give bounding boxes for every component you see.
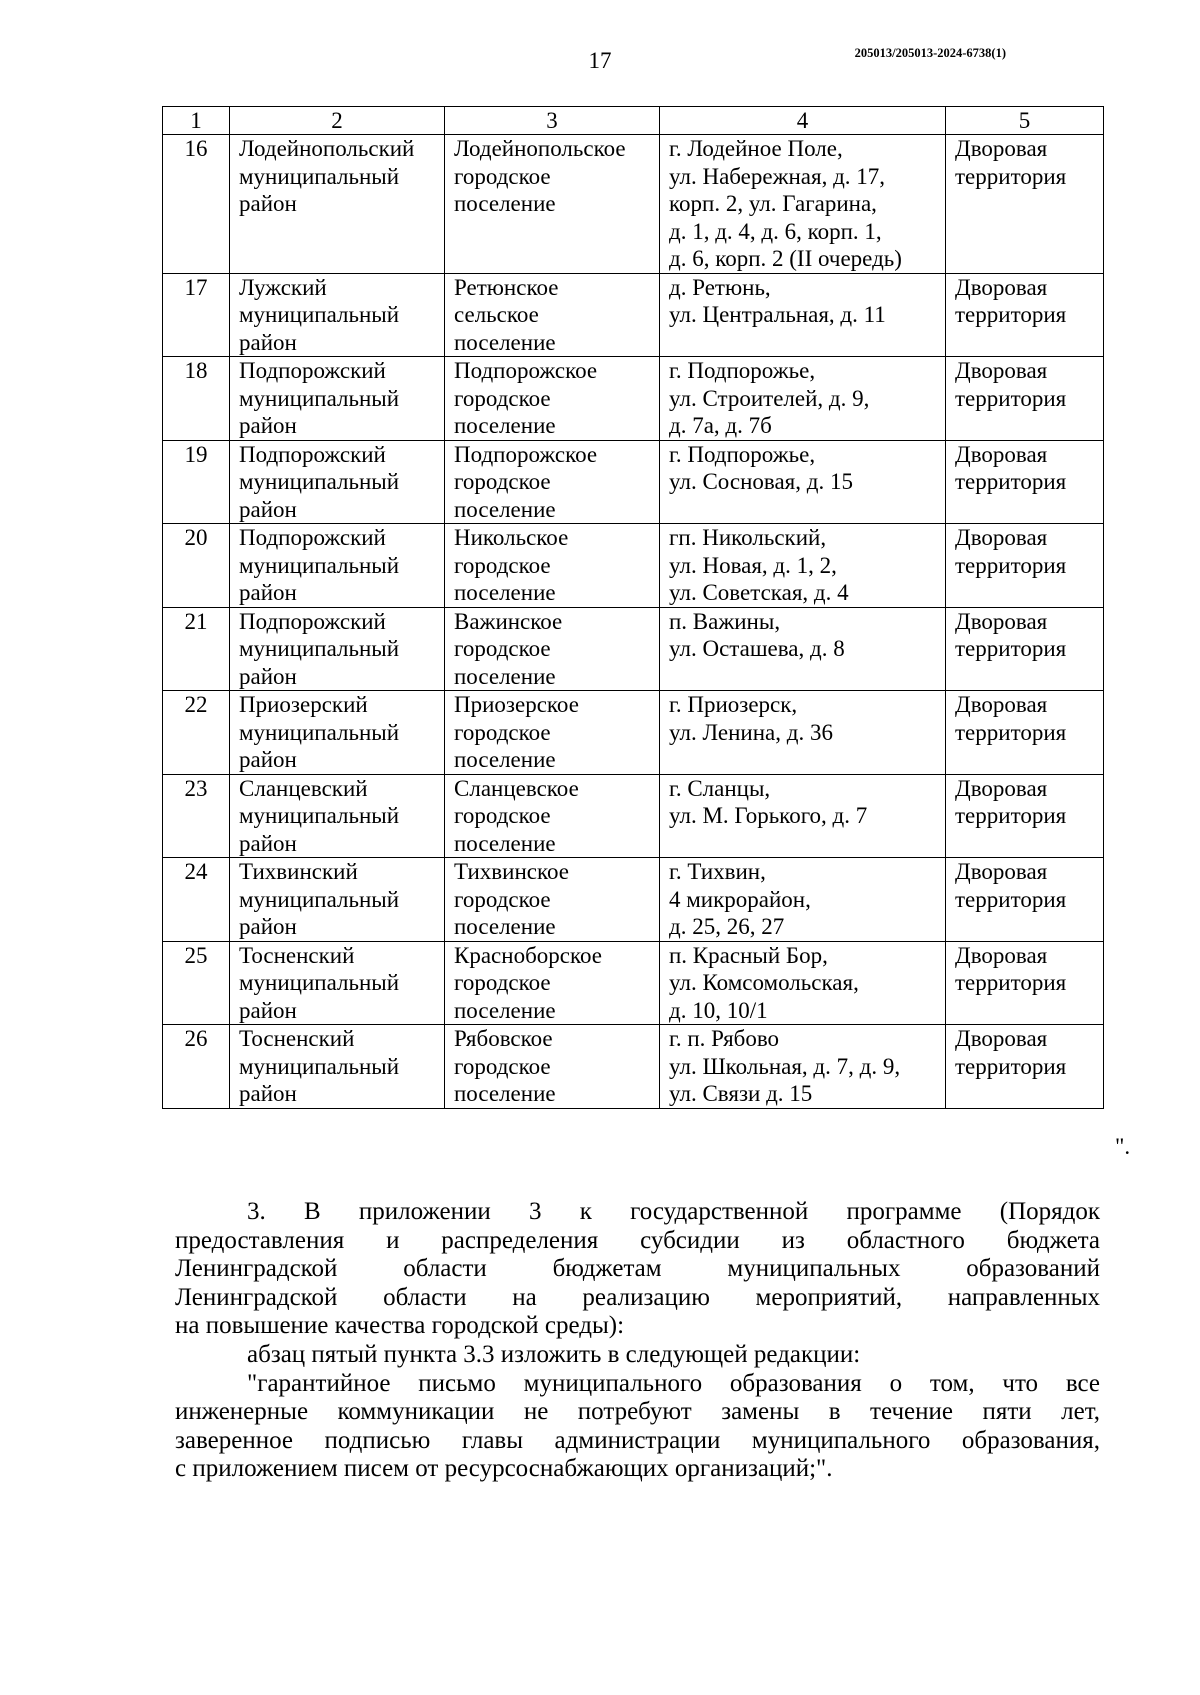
- cell-line: район: [239, 747, 297, 772]
- cell-address: [660, 774, 946, 858]
- cell-type: [946, 357, 1104, 441]
- cell-line: Лодейнопольское: [454, 136, 626, 161]
- cell-line: Красноборское: [454, 942, 602, 968]
- cell-line: д. 10, 10/1: [669, 997, 768, 1023]
- cell-line: п. Важины,: [669, 608, 781, 634]
- cell-line: п. Красный Бор,: [669, 942, 828, 968]
- cell-line: д. 7а, д. 7б: [669, 413, 772, 438]
- cell-type: [946, 607, 1104, 691]
- cell-line: муниципальный: [239, 636, 400, 661]
- cell-line: Подпорожский: [239, 608, 386, 634]
- cell-line: городское: [454, 469, 551, 494]
- cell-line: Дворовая: [955, 859, 1048, 884]
- cell-type: [946, 858, 1104, 942]
- amendment-text: [175, 1198, 1100, 1484]
- cell-line: поселение: [454, 997, 556, 1023]
- text-line: Ленинградской области на реализацию мероприятий, направленных: [175, 1283, 1100, 1311]
- cell-line: район: [239, 413, 297, 438]
- cell-line: городское: [454, 970, 551, 995]
- cell-line: д. Ретюнь,: [669, 274, 771, 300]
- cell-line: 4 микрорайон,: [669, 886, 811, 912]
- cell-settlement: [445, 440, 660, 524]
- cell-line: сельское: [454, 302, 539, 327]
- column-header-1: 1: [163, 107, 230, 135]
- cell-line: г. Тихвин,: [669, 859, 766, 884]
- row-number: 18: [163, 357, 230, 441]
- cell-line: ул. Комсомольская,: [669, 970, 859, 995]
- cell-settlement: [445, 774, 660, 858]
- cell-type: [946, 524, 1104, 608]
- cell-line: поселение: [454, 1081, 556, 1106]
- cell-line: территория: [955, 636, 1067, 661]
- cell-line: территория: [955, 302, 1067, 327]
- row-number: 23: [163, 774, 230, 858]
- cell-line: г. Лодейное Поле,: [669, 136, 843, 161]
- table-row: [163, 1025, 1104, 1109]
- cell-line: муниципальный: [239, 385, 400, 411]
- cell-line: Ретюнское: [454, 274, 559, 300]
- cell-line: территория: [955, 552, 1067, 578]
- territory-table-container: [162, 106, 1104, 1109]
- cell-line: ул. Набережная, д. 17,: [669, 163, 886, 189]
- cell-line: гп. Никольский,: [669, 525, 827, 550]
- row-number: 16: [163, 135, 230, 274]
- cell-line: д. 6, корп. 2 (II очередь): [669, 246, 902, 271]
- cell-line: район: [239, 997, 297, 1023]
- cell-line: городское: [454, 385, 551, 411]
- cell-line: Дворовая: [955, 775, 1048, 801]
- cell-line: Рябовское: [454, 1026, 553, 1051]
- row-number: 19: [163, 440, 230, 524]
- cell-line: Дворовая: [955, 608, 1048, 634]
- cell-district: [230, 440, 445, 524]
- cell-type: [946, 135, 1104, 274]
- cell-line: Сланцевское: [454, 775, 579, 801]
- row-number: 20: [163, 524, 230, 608]
- cell-line: территория: [955, 163, 1067, 189]
- paragraph-edit-instruction: абзац пятый пункта 3.3 изложить в следующей редакции:: [247, 1340, 861, 1368]
- cell-line: Важинское: [454, 608, 563, 634]
- cell-district: [230, 691, 445, 775]
- cell-line: ул. Советская, д. 4: [669, 580, 849, 605]
- table-row: [163, 357, 1104, 441]
- cell-line: территория: [955, 803, 1067, 828]
- cell-settlement: [445, 858, 660, 942]
- row-number: 21: [163, 607, 230, 691]
- cell-line: корп. 2, ул. Гагарина,: [669, 191, 877, 216]
- cell-address: [660, 858, 946, 942]
- cell-district: [230, 273, 445, 357]
- cell-line: Приозерский: [239, 692, 368, 717]
- cell-line: район: [239, 663, 297, 689]
- text-line: с приложением писем от ресурсоснабжающих организаций;".: [175, 1455, 833, 1483]
- cell-line: городское: [454, 636, 551, 661]
- cell-line: поселение: [454, 663, 556, 689]
- table-row: [163, 524, 1104, 608]
- cell-line: территория: [955, 385, 1067, 411]
- cell-line: поселение: [454, 747, 556, 772]
- cell-district: [230, 1025, 445, 1109]
- cell-line: муниципальный: [239, 469, 400, 494]
- cell-district: [230, 607, 445, 691]
- cell-address: [660, 135, 946, 274]
- cell-line: ул. Новая, д. 1, 2,: [669, 552, 837, 578]
- row-number: 26: [163, 1025, 230, 1109]
- cell-line: поселение: [454, 329, 556, 355]
- cell-line: Подпорожский: [239, 358, 386, 383]
- cell-line: Сланцевский: [239, 775, 368, 801]
- table-row: [163, 607, 1104, 691]
- cell-line: поселение: [454, 914, 556, 939]
- cell-district: [230, 135, 445, 274]
- text-line: инженерные коммуникации не потребуют замены в течение пяти лет,: [175, 1398, 1100, 1426]
- cell-settlement: [445, 941, 660, 1025]
- text-line: на повышение качества городской среды):: [175, 1312, 625, 1340]
- cell-line: Подпорожский: [239, 441, 386, 467]
- cell-settlement: [445, 273, 660, 357]
- cell-settlement: [445, 691, 660, 775]
- cell-line: поселение: [454, 413, 556, 438]
- cell-line: городское: [454, 163, 551, 189]
- cell-line: ул. Центральная, д. 11: [669, 302, 886, 327]
- document-id: 205013/205013-2024-6738(1): [854, 46, 1006, 60]
- cell-line: муниципальный: [239, 163, 400, 189]
- cell-address: [660, 440, 946, 524]
- table-row: [163, 273, 1104, 357]
- cell-line: район: [239, 191, 297, 216]
- text-line: заверенное подписью главы администрации муниципального образования,: [175, 1426, 1100, 1454]
- cell-line: Лужский: [239, 274, 327, 300]
- cell-settlement: [445, 607, 660, 691]
- territory-table: [162, 106, 1104, 1109]
- cell-line: территория: [955, 886, 1067, 912]
- row-number: 24: [163, 858, 230, 942]
- cell-line: г. Сланцы,: [669, 775, 771, 801]
- cell-line: Подпорожский: [239, 525, 386, 550]
- page-number: 17: [588, 48, 612, 73]
- cell-settlement: [445, 357, 660, 441]
- cell-address: [660, 273, 946, 357]
- cell-line: ул. М. Горького, д. 7: [669, 803, 868, 828]
- cell-address: [660, 524, 946, 608]
- table-row: [163, 774, 1104, 858]
- cell-line: ул. Осташева, д. 8: [669, 636, 845, 661]
- column-header-3: 3: [445, 107, 660, 135]
- cell-line: муниципальный: [239, 719, 400, 745]
- cell-line: ул. Строителей, д. 9,: [669, 385, 870, 411]
- cell-line: г. Подпорожье,: [669, 441, 816, 467]
- cell-line: г. Подпорожье,: [669, 358, 816, 383]
- cell-line: муниципальный: [239, 970, 400, 995]
- cell-line: городское: [454, 886, 551, 912]
- cell-line: ул. Сосновая, д. 15: [669, 469, 853, 494]
- cell-line: Приозерское: [454, 692, 579, 717]
- cell-line: Тосненский: [239, 1026, 355, 1051]
- cell-line: поселение: [454, 191, 556, 216]
- cell-line: муниципальный: [239, 302, 400, 327]
- cell-line: территория: [955, 469, 1067, 494]
- cell-line: г. Приозерск,: [669, 692, 798, 717]
- cell-line: Лодейнопольский: [239, 136, 415, 161]
- cell-line: муниципальный: [239, 803, 400, 828]
- cell-line: территория: [955, 970, 1067, 995]
- cell-line: район: [239, 329, 297, 355]
- cell-line: район: [239, 1081, 297, 1106]
- column-header-2: 2: [230, 107, 445, 135]
- cell-address: [660, 357, 946, 441]
- cell-district: [230, 858, 445, 942]
- table-row: [163, 691, 1104, 775]
- cell-line: городское: [454, 803, 551, 828]
- text-line: "гарантийное письмо муниципального образования о том, что все: [247, 1369, 1100, 1397]
- cell-address: [660, 941, 946, 1025]
- cell-type: [946, 691, 1104, 775]
- cell-type: [946, 440, 1104, 524]
- cell-line: городское: [454, 719, 551, 745]
- cell-line: район: [239, 580, 297, 605]
- cell-line: Подпорожское: [454, 358, 598, 383]
- cell-line: Дворовая: [955, 942, 1048, 968]
- cell-line: поселение: [454, 830, 556, 856]
- cell-line: Дворовая: [955, 692, 1048, 717]
- text-line: Ленинградской области бюджетам муниципальных образований: [175, 1255, 1100, 1283]
- cell-district: [230, 941, 445, 1025]
- cell-line: муниципальный: [239, 552, 400, 578]
- cell-line: г. п. Рябово: [669, 1026, 780, 1051]
- cell-line: муниципальный: [239, 886, 400, 912]
- cell-line: Дворовая: [955, 1026, 1048, 1051]
- cell-line: район: [239, 830, 297, 856]
- cell-line: Тосненский: [239, 942, 355, 968]
- cell-settlement: [445, 524, 660, 608]
- paragraph-quoted-text: [175, 1370, 1100, 1484]
- cell-line: городское: [454, 1053, 551, 1079]
- cell-address: [660, 1025, 946, 1109]
- cell-settlement: [445, 1025, 660, 1109]
- table-body: [163, 135, 1104, 1109]
- row-number: 17: [163, 273, 230, 357]
- cell-line: ул. Ленина, д. 36: [669, 719, 833, 745]
- cell-line: городское: [454, 552, 551, 578]
- cell-line: район: [239, 914, 297, 939]
- closing-quote-mark: ".: [1115, 1134, 1131, 1159]
- table-row: [163, 135, 1104, 274]
- cell-line: территория: [955, 1053, 1067, 1079]
- cell-line: Тихвинское: [454, 859, 569, 884]
- cell-address: [660, 607, 946, 691]
- cell-line: район: [239, 496, 297, 522]
- cell-line: ул. Связи д. 15: [669, 1081, 813, 1106]
- cell-line: Дворовая: [955, 274, 1048, 300]
- row-number: 22: [163, 691, 230, 775]
- cell-line: Дворовая: [955, 441, 1048, 467]
- cell-line: муниципальный: [239, 1053, 400, 1079]
- paragraph-amendment-3: [175, 1198, 1100, 1341]
- cell-district: [230, 524, 445, 608]
- table-row: [163, 440, 1104, 524]
- row-number: 25: [163, 941, 230, 1025]
- cell-line: д. 25, 26, 27: [669, 914, 785, 939]
- cell-type: [946, 941, 1104, 1025]
- cell-type: [946, 774, 1104, 858]
- cell-line: Дворовая: [955, 358, 1048, 383]
- cell-line: Подпорожское: [454, 441, 598, 467]
- cell-line: Тихвинский: [239, 859, 358, 884]
- cell-line: ул. Школьная, д. 7, д. 9,: [669, 1053, 901, 1079]
- column-header-4: 4: [660, 107, 946, 135]
- column-header-5: 5: [946, 107, 1104, 135]
- cell-line: Никольское: [454, 525, 569, 550]
- table-row: [163, 941, 1104, 1025]
- cell-line: д. 1, д. 4, д. 6, корп. 1,: [669, 218, 882, 244]
- cell-line: поселение: [454, 496, 556, 522]
- table-row: [163, 858, 1104, 942]
- cell-line: территория: [955, 719, 1067, 745]
- table-header: [163, 107, 1104, 135]
- table-header-row: [163, 107, 1104, 135]
- text-line: предоставления и распределения субсидии из областного бюджета: [175, 1226, 1100, 1254]
- cell-district: [230, 774, 445, 858]
- cell-district: [230, 357, 445, 441]
- cell-address: [660, 691, 946, 775]
- cell-line: Дворовая: [955, 136, 1048, 161]
- cell-type: [946, 1025, 1104, 1109]
- cell-line: Дворовая: [955, 525, 1048, 550]
- cell-type: [946, 273, 1104, 357]
- cell-line: поселение: [454, 580, 556, 605]
- text-line: 3. В приложении 3 к государственной программе (Порядок: [247, 1198, 1100, 1225]
- cell-settlement: [445, 135, 660, 274]
